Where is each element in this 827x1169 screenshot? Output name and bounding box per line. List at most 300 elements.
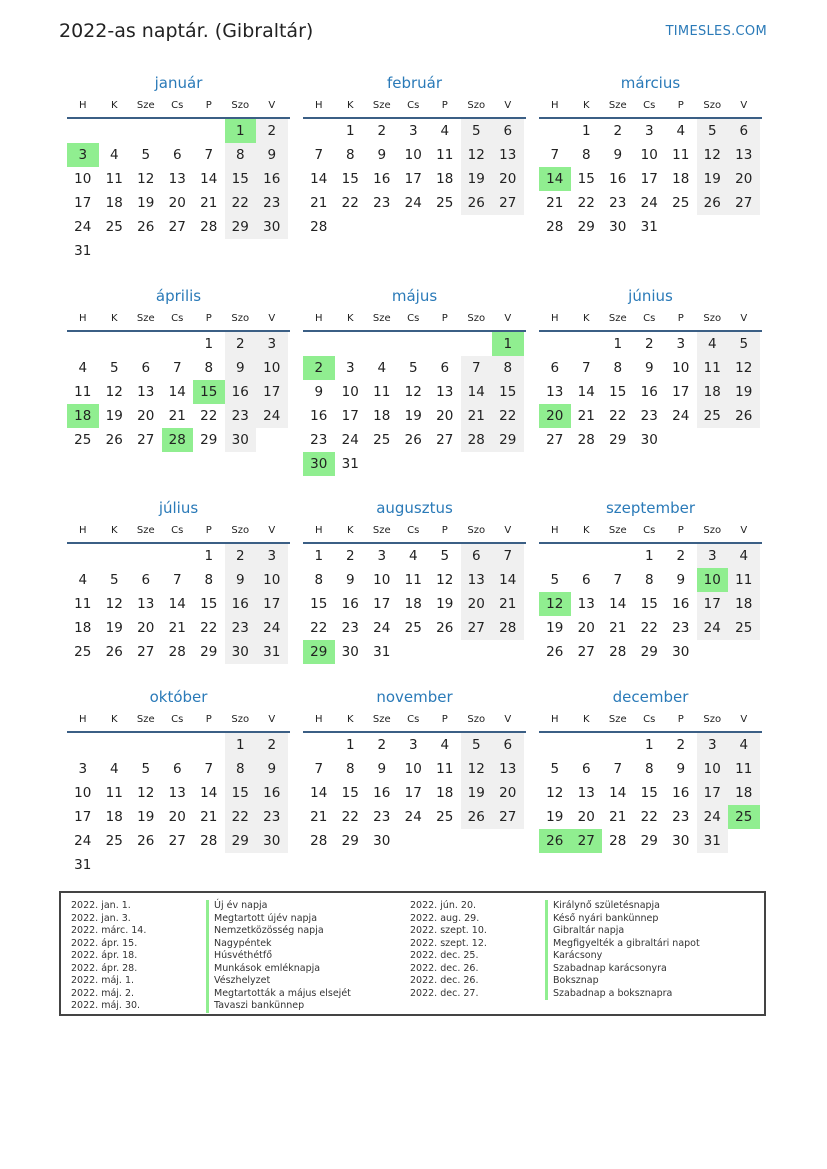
day-cell: 18 (404, 596, 422, 612)
day-cell: 26 (436, 620, 454, 636)
holiday-day-cell: 1 (492, 332, 524, 356)
day-cell: 25 (105, 833, 123, 849)
weekday-label: P (441, 714, 448, 725)
day-cell: 19 (105, 408, 123, 424)
month-name: január (154, 74, 203, 92)
day-cell: 11 (728, 757, 760, 781)
empty-cell (162, 733, 194, 757)
weekday-label: K (110, 525, 118, 536)
day-cell: 18 (105, 195, 123, 211)
day-cell: 25 (436, 195, 454, 211)
day-cell: 17 (697, 592, 729, 616)
day-cell: 11 (728, 568, 760, 592)
weekday-label: K (346, 100, 354, 111)
day-cell: 8 (225, 143, 257, 167)
day-cell: 27 (546, 432, 564, 448)
day-cell: 15 (640, 596, 658, 612)
day-cell: 23 (225, 616, 257, 640)
day-cell: 5 (728, 332, 760, 356)
weekday-label: Sze (608, 714, 627, 725)
day-cell: 26 (697, 191, 729, 215)
day-cell: 14 (168, 384, 186, 400)
month-name: április (155, 287, 202, 305)
day-cell: 6 (492, 119, 524, 143)
day-cell: 22 (225, 191, 257, 215)
day-cell: 6 (172, 761, 182, 777)
day-cell: 31 (697, 829, 729, 853)
weekday-label: V (740, 100, 748, 111)
day-cell: 18 (74, 620, 92, 636)
weekday-label: Sze (372, 714, 391, 725)
day-cell: 20 (137, 620, 155, 636)
weekday-label: H (550, 313, 559, 324)
day-cell: 24 (672, 408, 690, 424)
month-block (539, 72, 762, 239)
day-cell: 6 (461, 544, 493, 568)
day-cell: 10 (373, 572, 391, 588)
weekday-label: Cs (643, 525, 656, 536)
legend-date: 2022. szept. 12. (410, 937, 487, 949)
legend-holiday-name: Boksznap (545, 975, 599, 988)
day-cell: 2 (676, 548, 686, 564)
day-cell: 9 (377, 761, 387, 777)
empty-cell (162, 544, 194, 568)
day-cell: 7 (314, 147, 324, 163)
day-cell: 5 (461, 119, 493, 143)
day-cell: 30 (341, 644, 359, 660)
legend-holiday-name: Megtartották a május elsejét (206, 988, 351, 1001)
weekday-label: V (268, 714, 276, 725)
weekday-label: K (582, 313, 590, 324)
day-cell: 11 (436, 147, 454, 163)
legend-date: 2022. aug. 29. (410, 912, 480, 924)
day-cell: 8 (613, 360, 623, 376)
empty-cell (67, 119, 99, 143)
empty-cell (162, 332, 194, 356)
day-cell: 20 (492, 781, 524, 805)
day-cell: 10 (404, 761, 422, 777)
day-cell: 18 (436, 785, 454, 801)
day-cell: 22 (492, 404, 524, 428)
day-cell: 22 (577, 195, 595, 211)
day-cell: 4 (728, 544, 760, 568)
legend-holiday-name: Megfigyelték a gibraltári napot (545, 938, 700, 951)
day-cell: 24 (74, 219, 92, 235)
holiday-day-cell: 10 (697, 568, 729, 592)
day-cell: 3 (697, 733, 729, 757)
day-cell: 28 (546, 219, 564, 235)
day-cell: 4 (78, 360, 88, 376)
weekday-header (539, 708, 762, 733)
day-cell: 10 (404, 147, 422, 163)
day-cell: 30 (256, 829, 288, 853)
day-cell: 14 (577, 384, 595, 400)
weekday-label: Cs (171, 714, 184, 725)
day-cell: 21 (310, 195, 328, 211)
day-cell: 20 (168, 195, 186, 211)
day-cell: 22 (640, 620, 658, 636)
weekday-label: K (110, 100, 118, 111)
day-cell: 25 (436, 809, 454, 825)
weekday-label: H (78, 100, 87, 111)
weekday-label: V (740, 714, 748, 725)
day-cell: 3 (345, 360, 355, 376)
day-cell: 16 (341, 596, 359, 612)
day-cell: 1 (225, 733, 257, 757)
days-grid (303, 733, 526, 853)
day-cell: 2 (613, 123, 623, 139)
day-cell: 24 (373, 620, 391, 636)
day-cell: 17 (74, 809, 92, 825)
day-cell: 14 (609, 596, 627, 612)
legend-holiday-name: Késő nyári bankünnep (545, 913, 658, 926)
day-cell: 6 (141, 360, 151, 376)
day-cell: 21 (609, 620, 627, 636)
day-cell: 28 (461, 428, 493, 452)
day-cell: 15 (200, 596, 218, 612)
day-cell: 8 (644, 761, 654, 777)
weekday-label: V (504, 313, 512, 324)
days-grid (67, 119, 290, 263)
holiday-legend (59, 891, 766, 1016)
day-cell: 23 (672, 620, 690, 636)
day-cell: 6 (172, 147, 182, 163)
day-cell: 5 (408, 360, 418, 376)
day-cell: 29 (200, 432, 218, 448)
day-cell: 15 (225, 781, 257, 805)
day-cell: 25 (105, 219, 123, 235)
empty-cell (99, 119, 131, 143)
day-cell: 30 (225, 428, 257, 452)
day-cell: 23 (310, 432, 328, 448)
weekday-header (303, 708, 526, 733)
day-cell: 9 (314, 384, 324, 400)
day-cell: 9 (225, 356, 257, 380)
legend-holiday-name: Nagypéntek (206, 938, 272, 951)
day-cell: 28 (577, 432, 595, 448)
day-cell: 30 (225, 640, 257, 664)
day-cell: 6 (728, 119, 760, 143)
day-cell: 4 (377, 360, 387, 376)
weekday-label: Sze (136, 714, 155, 725)
day-cell: 1 (204, 336, 214, 352)
day-cell: 25 (74, 644, 92, 660)
day-cell: 30 (672, 833, 690, 849)
day-cell: 26 (105, 432, 123, 448)
empty-cell (130, 544, 162, 568)
day-cell: 13 (577, 785, 595, 801)
day-cell: 29 (492, 428, 524, 452)
weekday-header (67, 307, 290, 332)
weekday-header (67, 708, 290, 733)
day-cell: 12 (137, 171, 155, 187)
day-cell: 19 (546, 620, 564, 636)
day-cell: 8 (581, 147, 591, 163)
day-cell: 24 (256, 616, 288, 640)
page-title: 2022-as naptár. (Gibraltár) (59, 20, 314, 42)
day-cell: 22 (341, 809, 359, 825)
day-cell: 17 (256, 592, 288, 616)
day-cell: 9 (613, 147, 623, 163)
day-cell: 8 (492, 356, 524, 380)
day-cell: 26 (137, 219, 155, 235)
day-cell: 1 (314, 548, 324, 564)
day-cell: 28 (200, 833, 218, 849)
day-cell: 16 (373, 171, 391, 187)
day-cell: 31 (74, 857, 92, 873)
day-cell: 9 (676, 761, 686, 777)
weekday-header (539, 94, 762, 119)
day-cell: 29 (225, 215, 257, 239)
weekday-label: Szo (703, 100, 722, 111)
day-cell: 4 (109, 147, 119, 163)
empty-cell (398, 332, 430, 356)
day-cell: 3 (408, 737, 418, 753)
day-cell: 31 (256, 640, 288, 664)
weekday-label: Szo (467, 525, 486, 536)
days-grid (67, 332, 290, 452)
day-cell: 4 (109, 761, 119, 777)
day-cell: 15 (577, 171, 595, 187)
day-cell: 11 (436, 761, 454, 777)
holiday-day-cell: 20 (539, 404, 571, 428)
month-block (67, 285, 290, 452)
day-cell: 4 (78, 572, 88, 588)
legend-holiday-name: Királynő születésnapja (545, 900, 660, 913)
day-cell: 27 (137, 644, 155, 660)
day-cell: 23 (256, 191, 288, 215)
day-cell: 21 (200, 809, 218, 825)
day-cell: 9 (377, 147, 387, 163)
day-cell: 5 (109, 360, 119, 376)
day-cell: 11 (105, 171, 123, 187)
legend-holiday-name: Tavaszi bankünnep (206, 1000, 304, 1013)
day-cell: 7 (204, 761, 214, 777)
day-cell: 26 (137, 833, 155, 849)
day-cell: 10 (256, 568, 288, 592)
day-cell: 16 (310, 408, 328, 424)
weekday-label: Szo (467, 100, 486, 111)
weekday-label: P (441, 100, 448, 111)
day-cell: 28 (609, 644, 627, 660)
weekday-label: V (740, 525, 748, 536)
day-cell: 11 (672, 147, 690, 163)
day-cell: 8 (204, 360, 214, 376)
day-cell: 20 (137, 408, 155, 424)
day-cell: 13 (728, 143, 760, 167)
day-cell: 6 (141, 572, 151, 588)
weekday-label: V (268, 100, 276, 111)
weekday-label: Cs (643, 100, 656, 111)
day-cell: 4 (440, 123, 450, 139)
weekday-label: H (314, 313, 323, 324)
day-cell: 3 (644, 123, 654, 139)
day-cell: 19 (105, 620, 123, 636)
weekday-label: P (205, 313, 212, 324)
day-cell: 9 (644, 360, 654, 376)
day-cell: 1 (204, 548, 214, 564)
day-cell: 2 (225, 332, 257, 356)
day-cell: 12 (461, 143, 493, 167)
day-cell: 23 (672, 809, 690, 825)
day-cell: 11 (697, 356, 729, 380)
weekday-label: H (550, 525, 559, 536)
weekday-label: K (346, 313, 354, 324)
day-cell: 7 (204, 147, 214, 163)
weekday-label: Szo (703, 313, 722, 324)
day-cell: 21 (546, 195, 564, 211)
day-cell: 5 (109, 572, 119, 588)
day-cell: 13 (461, 568, 493, 592)
day-cell: 28 (200, 219, 218, 235)
day-cell: 25 (373, 432, 391, 448)
weekday-label: Szo (703, 714, 722, 725)
day-cell: 26 (404, 432, 422, 448)
day-cell: 24 (404, 809, 422, 825)
weekday-label: P (677, 714, 684, 725)
day-cell: 10 (640, 147, 658, 163)
days-grid (539, 332, 762, 452)
day-cell: 22 (225, 805, 257, 829)
day-cell: 17 (404, 171, 422, 187)
holiday-day-cell: 15 (193, 380, 225, 404)
weekday-label: Sze (608, 525, 627, 536)
weekday-label: Szo (467, 313, 486, 324)
holiday-day-cell: 1 (225, 119, 257, 143)
day-cell: 9 (256, 757, 288, 781)
legend-holiday-name: Szabadnap karácsonyra (545, 963, 667, 976)
month-block (539, 285, 762, 452)
legend-holiday-name: Gibraltár napja (545, 925, 624, 938)
legend-date: 2022. márc. 14. (71, 925, 147, 936)
empty-cell (99, 332, 131, 356)
day-cell: 3 (697, 544, 729, 568)
weekday-label: K (110, 313, 118, 324)
day-cell: 22 (341, 195, 359, 211)
day-cell: 5 (141, 761, 151, 777)
empty-cell (303, 332, 335, 356)
day-cell: 5 (550, 572, 560, 588)
day-cell: 21 (492, 592, 524, 616)
day-cell: 15 (225, 167, 257, 191)
day-cell: 15 (341, 171, 359, 187)
day-cell: 2 (256, 119, 288, 143)
day-cell: 7 (613, 761, 623, 777)
day-cell: 29 (609, 432, 627, 448)
day-cell: 23 (609, 195, 627, 211)
weekday-label: K (346, 714, 354, 725)
day-cell: 10 (672, 360, 690, 376)
month-name: augusztus (376, 499, 453, 517)
day-cell: 26 (546, 644, 564, 660)
day-cell: 26 (461, 191, 493, 215)
day-cell: 15 (310, 596, 328, 612)
month-block (303, 497, 526, 664)
days-grid (539, 544, 762, 664)
month-block (67, 497, 290, 664)
day-cell: 27 (461, 616, 493, 640)
day-cell: 24 (640, 195, 658, 211)
day-cell: 19 (697, 167, 729, 191)
month-block (67, 72, 290, 263)
day-cell: 16 (225, 380, 257, 404)
empty-cell (67, 332, 99, 356)
day-cell: 16 (256, 167, 288, 191)
day-cell: 18 (728, 781, 760, 805)
day-cell: 9 (225, 568, 257, 592)
day-cell: 7 (550, 147, 560, 163)
site-link[interactable]: TIMESLES.COM (665, 24, 767, 39)
day-cell: 12 (105, 596, 123, 612)
day-cell: 5 (440, 548, 450, 564)
empty-cell (193, 119, 225, 143)
day-cell: 13 (137, 596, 155, 612)
weekday-label: V (504, 714, 512, 725)
weekday-label: Sze (372, 100, 391, 111)
day-cell: 12 (697, 143, 729, 167)
day-cell: 20 (728, 167, 760, 191)
day-cell: 14 (310, 785, 328, 801)
weekday-label: Cs (643, 714, 656, 725)
day-cell: 16 (256, 781, 288, 805)
day-cell: 5 (697, 119, 729, 143)
legend-holiday-name: Szabadnap a boksznapra (545, 988, 672, 1001)
day-cell: 31 (640, 219, 658, 235)
legend-date: 2022. máj. 1. (71, 975, 135, 986)
weekday-label: P (441, 525, 448, 536)
day-cell: 4 (440, 737, 450, 753)
empty-cell (539, 119, 571, 143)
day-cell: 22 (640, 809, 658, 825)
day-cell: 7 (492, 544, 524, 568)
day-cell: 21 (609, 809, 627, 825)
month-block (539, 686, 762, 853)
day-cell: 3 (676, 336, 686, 352)
day-cell: 14 (200, 785, 218, 801)
day-cell: 22 (609, 408, 627, 424)
day-cell: 11 (74, 596, 92, 612)
day-cell: 21 (310, 809, 328, 825)
weekday-label: Cs (407, 313, 420, 324)
day-cell: 12 (404, 384, 422, 400)
weekday-label: P (205, 714, 212, 725)
day-cell: 29 (200, 644, 218, 660)
day-cell: 29 (577, 219, 595, 235)
weekday-header (303, 307, 526, 332)
day-cell: 11 (404, 572, 422, 588)
day-cell: 27 (492, 191, 524, 215)
day-cell: 2 (256, 733, 288, 757)
month-name: szeptember (605, 499, 696, 517)
weekday-label: P (205, 525, 212, 536)
day-cell: 13 (492, 757, 524, 781)
day-cell: 27 (577, 644, 595, 660)
day-cell: 15 (640, 785, 658, 801)
day-cell: 13 (137, 384, 155, 400)
weekday-label: V (504, 525, 512, 536)
holiday-day-cell: 3 (67, 143, 99, 167)
day-cell: 12 (105, 384, 123, 400)
day-cell: 19 (436, 596, 454, 612)
weekday-header (303, 519, 526, 544)
day-cell: 16 (373, 785, 391, 801)
weekday-label: P (441, 313, 448, 324)
day-cell: 15 (341, 785, 359, 801)
day-cell: 23 (225, 404, 257, 428)
day-cell: 14 (461, 380, 493, 404)
empty-cell (193, 733, 225, 757)
day-cell: 21 (168, 408, 186, 424)
